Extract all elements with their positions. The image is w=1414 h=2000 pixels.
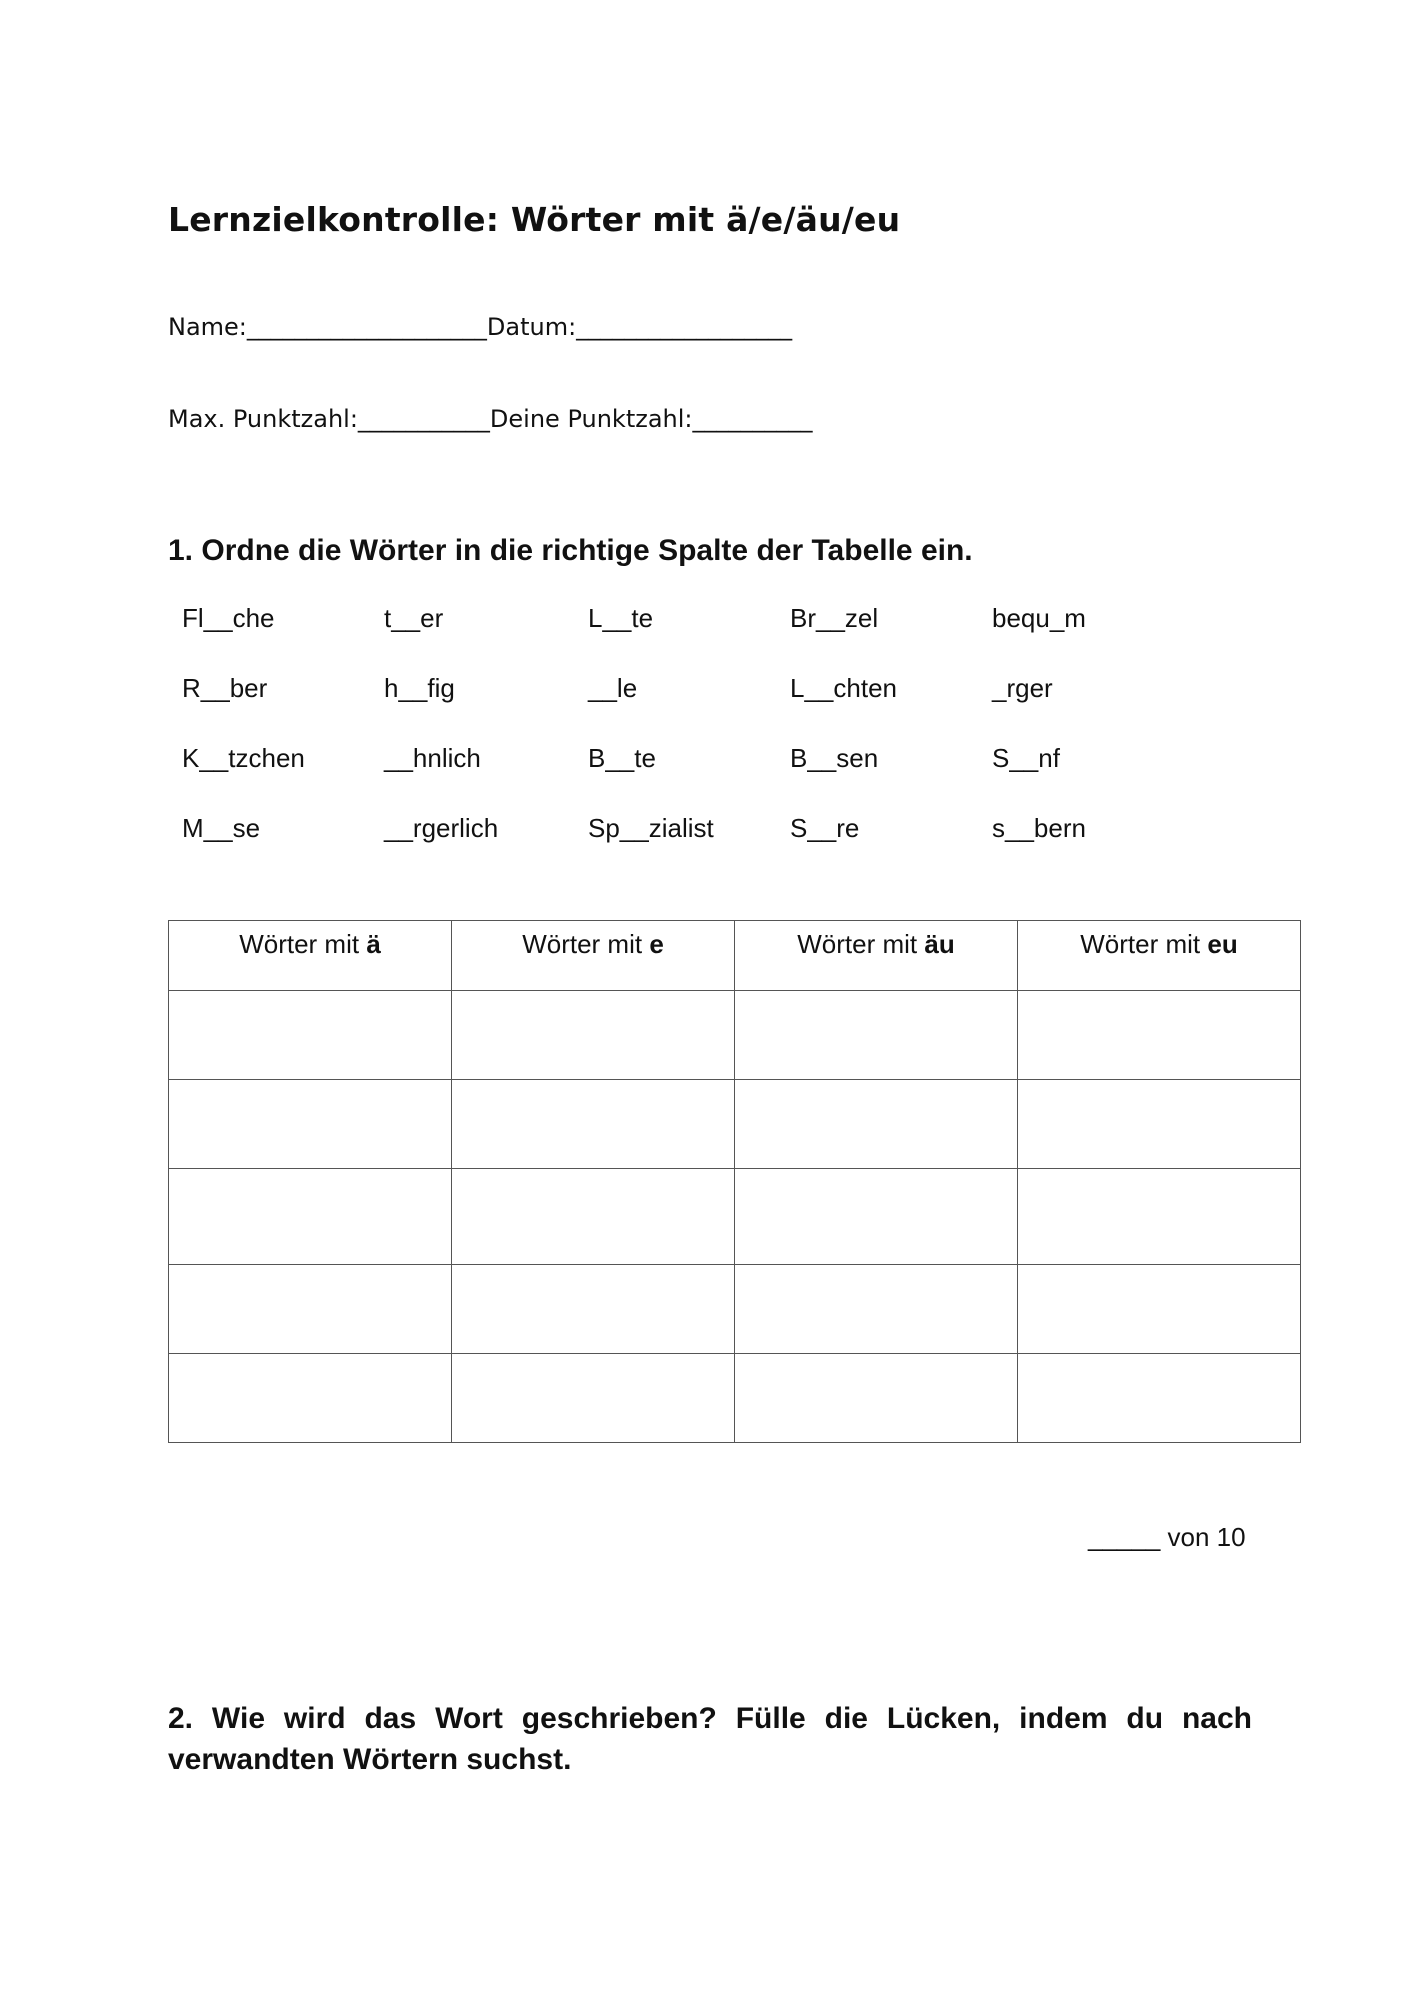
word-item: B__te bbox=[588, 743, 656, 773]
score-line: _____ von 10 bbox=[1088, 1522, 1246, 1552]
points-line: Max. Punktzahl:___________Deine Punktzahl:__________ bbox=[168, 405, 813, 433]
table-row bbox=[169, 1265, 1301, 1354]
answer-cell[interactable] bbox=[735, 1265, 1018, 1354]
answer-cell[interactable] bbox=[169, 1080, 452, 1169]
column-header-ae bbox=[169, 921, 452, 991]
answer-cell[interactable] bbox=[169, 991, 452, 1080]
word-item: t__er bbox=[384, 603, 444, 633]
word-item: h__fig bbox=[384, 673, 455, 703]
word-item: __rgerlich bbox=[384, 813, 499, 843]
word-item: Fl__che bbox=[182, 603, 275, 633]
word-item: Br__zel bbox=[790, 603, 879, 633]
answer-cell[interactable] bbox=[735, 991, 1018, 1080]
column-header-prefix: Wörter mit bbox=[797, 929, 925, 959]
column-header-prefix: Wörter mit bbox=[239, 929, 367, 959]
answer-cell[interactable] bbox=[452, 991, 735, 1080]
answer-cell[interactable] bbox=[1018, 1265, 1301, 1354]
word-item: M__se bbox=[182, 813, 261, 843]
task-1-heading: 1. Ordne die Wörter in die richtige Spalte der Tabelle ein. bbox=[168, 534, 973, 567]
word-item: S__re bbox=[790, 813, 860, 843]
table-row bbox=[169, 1354, 1301, 1443]
answer-cell[interactable] bbox=[169, 1169, 452, 1265]
word-item: S__nf bbox=[992, 743, 1060, 773]
answer-cell[interactable] bbox=[169, 1354, 452, 1443]
word-item: L__te bbox=[588, 603, 654, 633]
word-item: K__tzchen bbox=[182, 743, 305, 773]
answer-cell[interactable] bbox=[452, 1169, 735, 1265]
word-item: __le bbox=[588, 673, 638, 703]
name-date-line: Name:____________________Datum:__________________ bbox=[168, 313, 793, 341]
word-item: Sp__zialist bbox=[588, 813, 714, 843]
table-row bbox=[169, 991, 1301, 1080]
answer-cell[interactable] bbox=[735, 1080, 1018, 1169]
answer-cell[interactable] bbox=[452, 1265, 735, 1354]
word-item: __hnlich bbox=[384, 743, 481, 773]
column-header-aeu bbox=[735, 921, 1018, 991]
column-header-eu bbox=[1018, 921, 1301, 991]
answer-cell[interactable] bbox=[169, 1265, 452, 1354]
word-item: B__sen bbox=[790, 743, 879, 773]
answer-cell[interactable] bbox=[735, 1354, 1018, 1443]
word-item: bequ_m bbox=[992, 603, 1086, 633]
column-header-letter: ä bbox=[366, 929, 381, 959]
word-item: s__bern bbox=[992, 813, 1086, 843]
page-title: Lernzielkontrolle: Wörter mit ä/e/äu/eu bbox=[168, 200, 901, 239]
answer-cell[interactable] bbox=[735, 1169, 1018, 1265]
table-row bbox=[169, 1080, 1301, 1169]
column-header-letter: äu bbox=[924, 929, 955, 959]
answer-cell[interactable] bbox=[1018, 1080, 1301, 1169]
answer-cell[interactable] bbox=[452, 1354, 735, 1443]
column-header-letter: eu bbox=[1207, 929, 1238, 959]
column-header-prefix: Wörter mit bbox=[1080, 929, 1208, 959]
answer-cell[interactable] bbox=[1018, 1354, 1301, 1443]
word-item: _rger bbox=[992, 673, 1053, 703]
word-item: L__chten bbox=[790, 673, 897, 703]
task-2-heading: 2. Wie wird das Wort geschrieben? Fülle die Lücken, indem du nach verwandten Wörtern suchst. bbox=[168, 1702, 1252, 1776]
answer-cell[interactable] bbox=[1018, 991, 1301, 1080]
column-header-prefix: Wörter mit bbox=[522, 929, 650, 959]
table-row bbox=[169, 1169, 1301, 1265]
word-item: R__ber bbox=[182, 673, 268, 703]
column-header-e bbox=[452, 921, 735, 991]
column-header-letter: e bbox=[649, 929, 664, 959]
word-grid bbox=[182, 603, 1194, 883]
answer-cell[interactable] bbox=[452, 1080, 735, 1169]
sorting-table bbox=[168, 920, 1301, 1443]
answer-cell[interactable] bbox=[1018, 1169, 1301, 1265]
table-header-row bbox=[169, 921, 1301, 991]
